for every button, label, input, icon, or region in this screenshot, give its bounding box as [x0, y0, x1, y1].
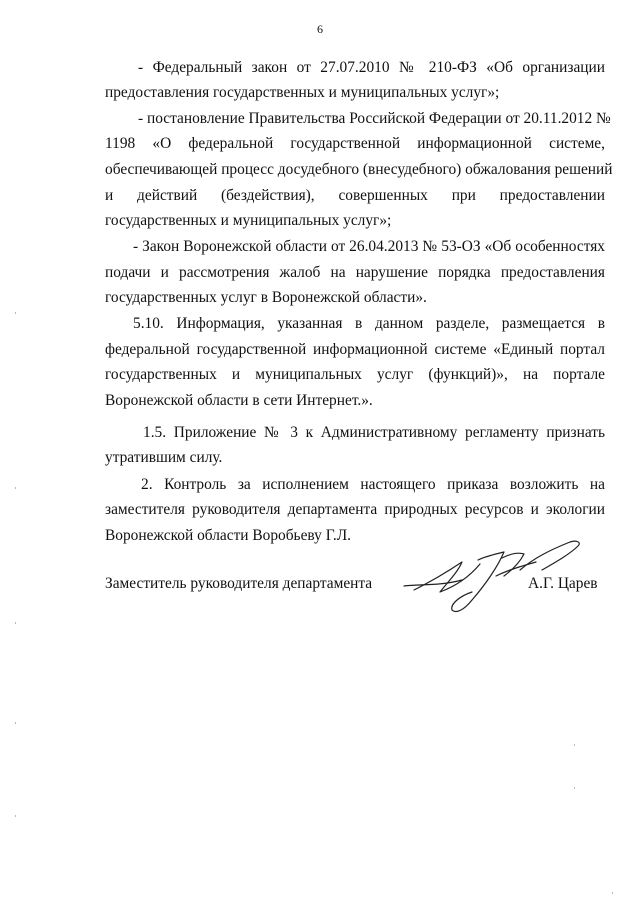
page-number: 6: [317, 22, 323, 36]
text-line: предоставления государственных и муниципальных услуг»;: [105, 84, 500, 101]
text-line: Воронежской области Воробьеву Г.Л.: [105, 527, 351, 544]
text-line: утратившим силу.: [105, 449, 223, 466]
text-line: 5.10. Информация, указанная в данном разделе, размещается в: [133, 315, 605, 332]
text-line: 1.5. Приложение № 3 к Административному регламенту признать: [143, 424, 605, 441]
signatory-title: Заместитель руководителя департамента: [105, 575, 373, 592]
text-line: - постановление Правительства Российской Федерации от 20.11.2012 №: [138, 110, 611, 127]
text-line: государственных и муниципальных услуг»;: [105, 212, 392, 229]
text-line: обеспечивающей процесс досудебного (внесудебного) обжалования решений: [105, 161, 613, 178]
text-line: и действий (бездействия), совершенных при предоставлении: [105, 187, 605, 204]
text-line: федеральной государственной информационной системе «Единый портал: [105, 341, 605, 358]
text-line: заместителя руководителя департамента природных ресурсов и экологии: [105, 501, 605, 518]
text-line: - Федеральный закон от 27.07.2010 № 210-ФЗ «Об организации: [138, 59, 605, 76]
text-line: Воронежской области в сети Интернет.».: [105, 392, 373, 409]
text-line: государственных и муниципальных услуг (функций)», на портале: [105, 366, 605, 383]
text-line: 1198 «О федеральной государственной информационной системе,: [105, 135, 605, 152]
text-line: государственных услуг в Воронежской области».: [105, 289, 427, 306]
text-line: 2. Контроль за исполнением настоящего приказа возложить на: [141, 476, 605, 493]
text-line: подачи и рассмотрения жалоб на нарушение порядка предоставления: [105, 264, 605, 281]
text-line: - Закон Воронежской области от 26.04.2013 № 53-ОЗ «Об особенностях: [133, 238, 605, 255]
signatory-name: А.Г. Царев: [528, 575, 598, 592]
